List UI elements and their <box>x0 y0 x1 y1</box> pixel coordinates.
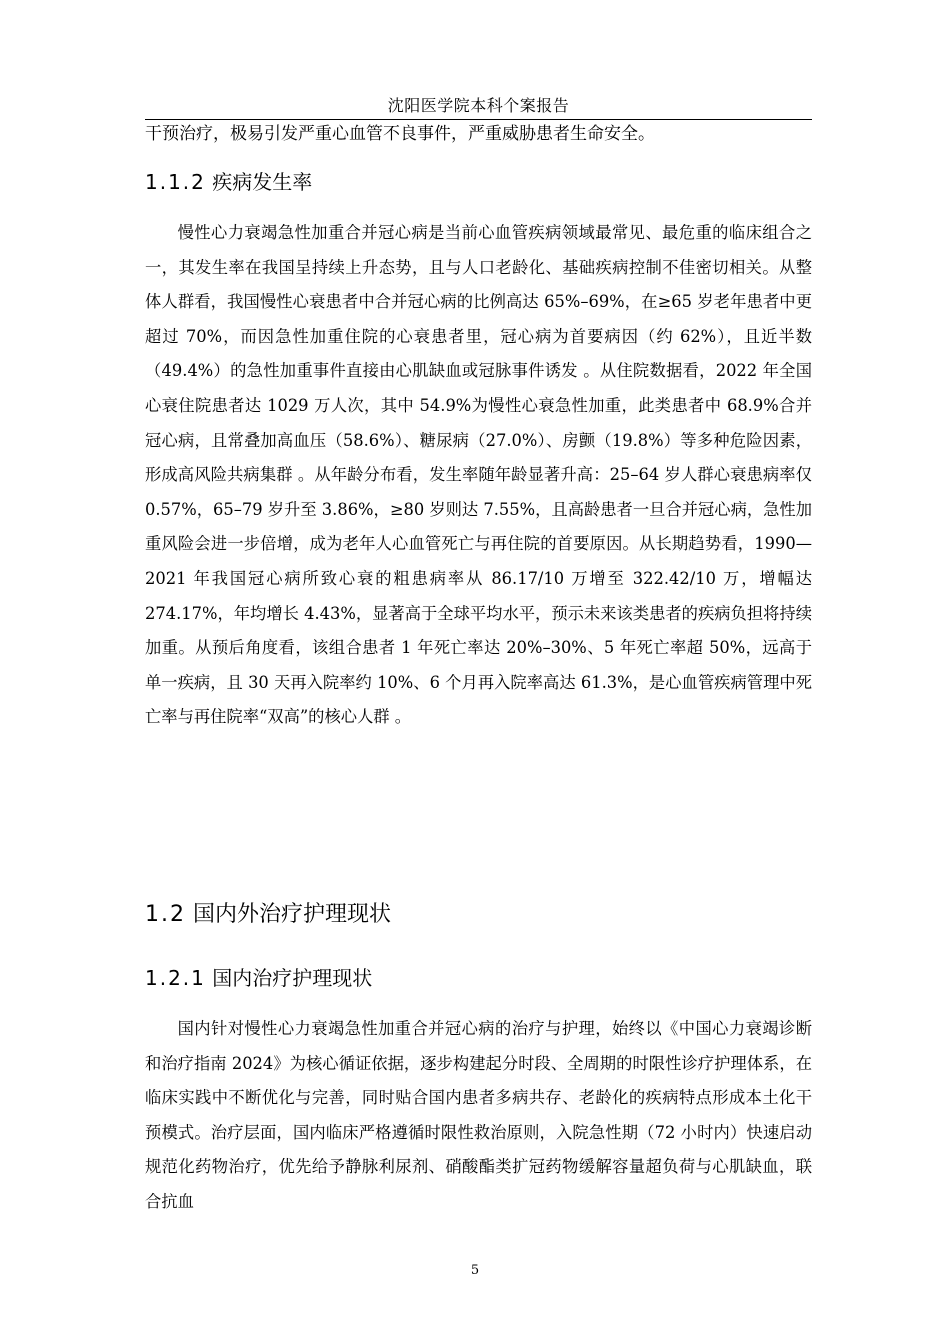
section-title: 国内外治疗护理现状 <box>193 902 392 927</box>
paragraph-incidence: 慢性心力衰竭急性加重合并冠心病是当前心血管疾病领域最常见、最危重的临床组合之一，其发生率在我国呈持续上升态势，且与人口老龄化、基础疾病控制不佳密切相关。从整体人群看，我国慢性心衰患者中合并冠心病的比例高达 65%–69%，在≥65 岁老年患者中更超过 70%，而因急性加重住院的心衰患者里，冠心病为首要病因（约 62%），且近半数（49.4%）的急性加重事件直接由心肌缺血或冠脉事件诱发 。从住院数据看，2022 年全国心衰住院患者达 1029 万人次，其中 54.9%为慢性心衰急性加重，此类患者中 68.9%合并冠心病，且常叠加高血压（58.6%）、糖尿病（27.0%）、房颤（19.8%）等多种危险因素，形成高风险共病集群 。从年龄分布看，发生率随年龄显著升高：25–64 岁人群心衰患病率仅 0.57%，65–79 岁升至 3.86%，≥80 岁则达 7.55%，且高龄患者一旦合并冠心病，急性加重风险会进一步倍增，成为老年人心血管死亡与再住院的首要原因。从长期趋势看，1990—2021 年我国冠心病所致心衰的粗患病率从 86.17/10 万增至 322.42/10 万，增幅达 274.17%，年均增长 4.43%，显著高于全球平均水平，预示未来该类患者的疾病负担将持续加重。从预后角度看，该组合患者 1 年死亡率达 20%–30%、5 年死亡率超 50%，远高于单一疾病，且 30 天再入院率约 10%、6 个月再入院率高达 61.3%，是心血管疾病管理中死亡率与再住院率“双高”的核心人群 。 <box>145 223 812 727</box>
section-heading-1-2 <box>145 899 391 931</box>
section-title: 疾病发生率 <box>212 170 313 194</box>
continued-text: 干预治疗，极易引发严重心血管不良事件，严重威胁患者生命安全。 <box>145 124 655 144</box>
paragraph-domestic-care: 国内针对慢性心力衰竭急性加重合并冠心病的治疗与护理，始终以《中国心力衰竭诊断和治疗指南 2024》为核心循证依据，逐步构建起分时段、全周期的时限性诊疗护理体系，在临床实践中不断优化与完善，同时贴合国内患者多病共存、老龄化的疾病特点形成本土化干预模式。治疗层面，国内临床严格遵循时限性救治原则，入院急性期（72 小时内）快速启动规范化药物治疗，优先给予静脉利尿剂、硝酸酯类扩冠药物缓解容量超负荷与心肌缺血，联合抗血 <box>145 1019 812 1211</box>
page-header <box>145 93 812 120</box>
section-heading-1-2-1 <box>145 963 372 993</box>
section-number: 1.1.2 <box>145 170 206 194</box>
page-number: 5 <box>470 1263 480 1278</box>
section-heading-1-1-2 <box>145 167 312 197</box>
section-number: 1.2 <box>145 902 186 927</box>
report-title: 沈阳医学院本科个案报告 <box>387 96 570 115</box>
section-number: 1.2.1 <box>145 966 206 990</box>
section-title: 国内治疗护理现状 <box>212 966 373 990</box>
